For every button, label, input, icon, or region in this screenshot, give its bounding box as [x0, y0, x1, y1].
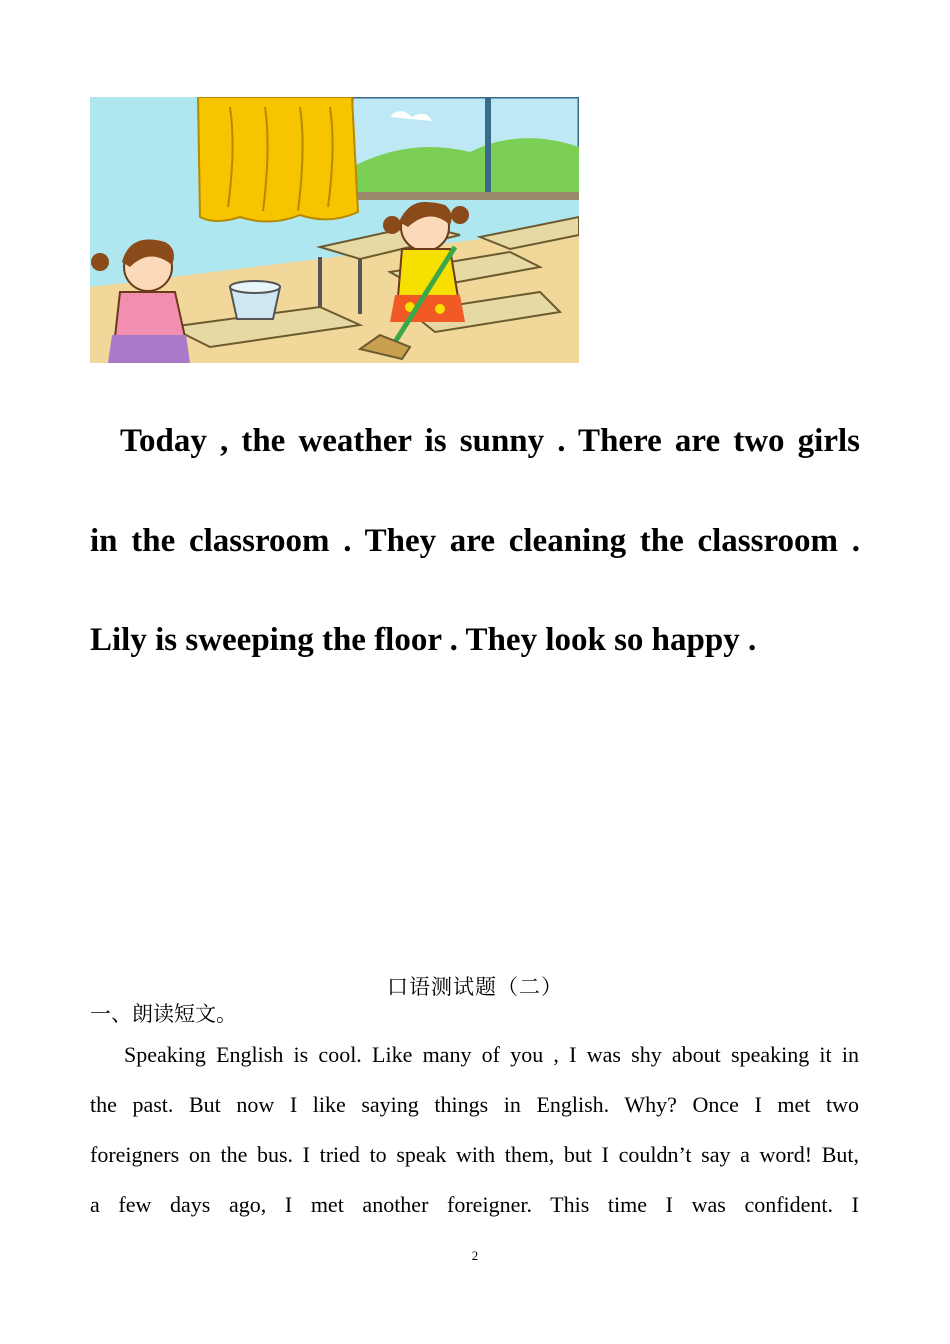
- page-number: 2: [471, 1248, 479, 1263]
- story-line: in the classroom . They are cleaning the classroom .: [90, 522, 860, 559]
- reading-line: a few days ago, I met another foreigner. This time I was confident. I: [90, 1192, 859, 1217]
- reading-line: foreigners on the bus. I tried to speak with them, but I couldn’t say a word! But,: [90, 1142, 859, 1167]
- classroom-illustration: [90, 97, 579, 363]
- instruction: 一、朗读短文。: [90, 1002, 237, 1026]
- reading-line: the past. But now I like saying things in English. Why? Once I met two: [90, 1092, 859, 1117]
- classroom-cleaning-icon: [90, 97, 579, 363]
- story-line: Today , the weather is sunny . There are two girls: [120, 423, 860, 459]
- reading-line: Speaking English is cool. Like many of you , I was shy about speaking it in: [124, 1042, 859, 1067]
- reading-passage: [90, 1030, 859, 1230]
- story-paragraph: [90, 392, 860, 691]
- story-line: Lily is sweeping the floor . They look so happy .: [90, 622, 757, 658]
- section-title: 口语测试题（二）: [387, 975, 563, 999]
